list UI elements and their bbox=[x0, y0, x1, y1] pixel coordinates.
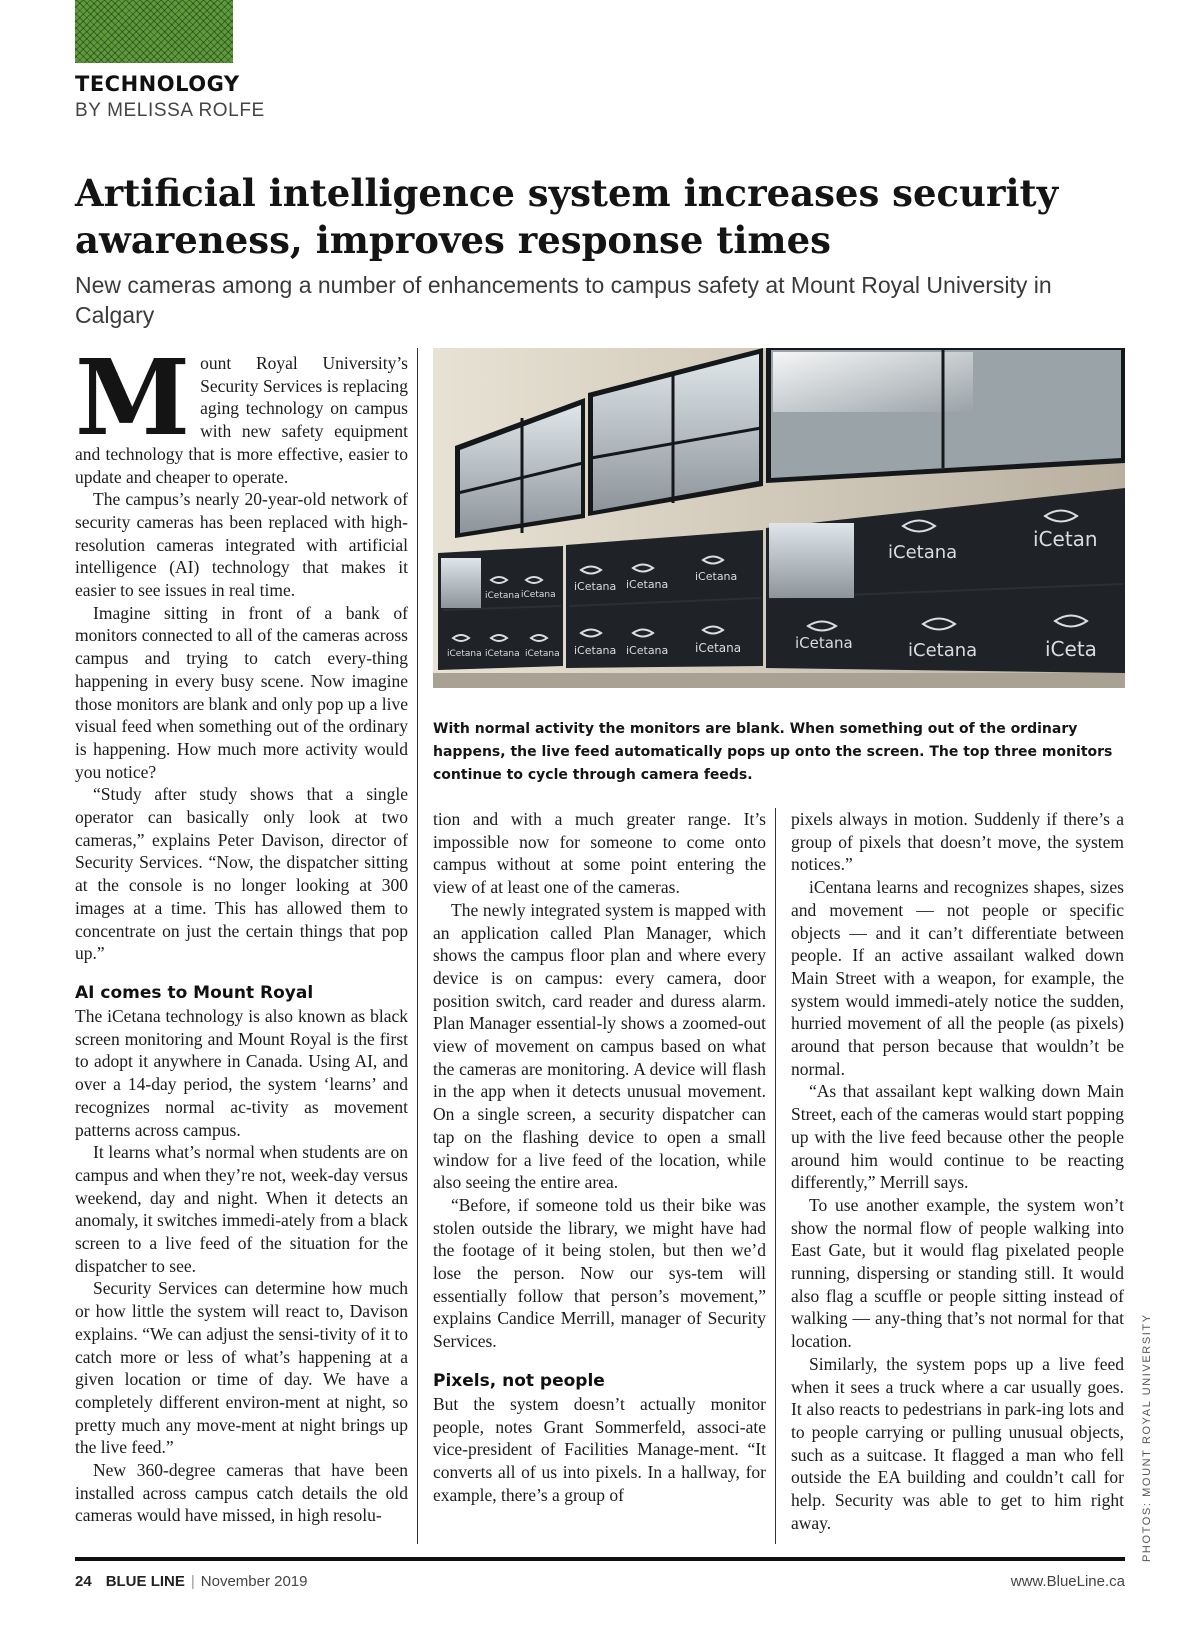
screen-label: iCetana bbox=[485, 591, 520, 601]
paragraph: Security Services can determine how much or how little the system will react to, Davison explains. “We can adjust the sensi-tivity of it to catch more or less of what’s happening at a given location or time of day. We have a completely different environ-ment at night, so pretty much any move-ment at night brings up the live feed.” bbox=[75, 1278, 408, 1458]
column-rule bbox=[775, 808, 776, 1544]
page-number: 24 bbox=[75, 1573, 92, 1590]
paragraph: “Before, if someone told us their bike was stolen outside the library, we might have had the footage of it being stolen, but then we’d lose the person. Now our sys-tem will essentially follow that person’s movement,” explains Candice Merrill, manager of Security Services. bbox=[433, 1194, 766, 1352]
screen-label: iCetana bbox=[695, 570, 738, 583]
screen-label: iCetana bbox=[447, 649, 482, 659]
drop-cap: M bbox=[75, 336, 191, 459]
screen-label: iCetana bbox=[485, 649, 520, 659]
article-column-1 bbox=[75, 336, 408, 1527]
screen-label: iCetana bbox=[521, 590, 556, 600]
paragraph: New 360-degree cameras that have been installed across campus catch details the old cameras would have missed, in high resolu- bbox=[75, 1460, 408, 1526]
paragraph: Similarly, the system pops up a live feed when it sees a truck where a car usually goes. It also reacts to pedestrians in park-ing lots and to people carrying or pulling unusual objects, such as a suitcase. It flagged a man who fell outside the EA building and couldn’t call for help. Security was able to get to him right away. bbox=[791, 1353, 1124, 1533]
paragraph: ount Royal University’s Security Services is replacing aging technology on campus with new safety equipment and technology that is more effective, easier to update and cheaper to operate. bbox=[75, 353, 408, 487]
screen-label-large: iCetan bbox=[1033, 527, 1098, 551]
footer bbox=[75, 1573, 308, 1590]
paragraph: The campus’s nearly 20-year-old network of security cameras has been replaced with high-resolution cameras integrated with artificial intelligence (AI) technology that makes it easier to see issues in real time. bbox=[75, 489, 408, 601]
screen-label: iCetana bbox=[795, 634, 853, 652]
paragraph: The iCetana technology is also known as black screen monitoring and Mount Royal is the first to adopt it anywhere in Canada. Using AI, and over a 14-day period, the system ‘learns’ and recognizes normal ac-tivity as movement patterns across campus. bbox=[75, 1005, 408, 1140]
monitor-wall-photo bbox=[433, 348, 1125, 688]
paragraph: tion and with a much greater range. It’s impossible now for someone to come onto campus without at some point entering the view of at least one of the cameras. bbox=[433, 809, 766, 898]
column-rule bbox=[417, 348, 418, 1544]
article-column-2 bbox=[433, 808, 766, 1506]
section-pattern-block bbox=[75, 0, 233, 63]
deck: New cameras among a number of enhancements to campus safety at Mount Royal University in Calgary bbox=[75, 272, 1052, 328]
screen-label: iCetana bbox=[695, 641, 742, 655]
screen-label: iCetana bbox=[888, 542, 958, 563]
paragraph: But the system doesn’t actually monitor people, notes Grant Sommerfeld, associ-ate vice-president of Facilities Manage-ment. “It converts all of us into pixels. In a hallway, for example, there’s a group of bbox=[433, 1393, 766, 1505]
subhead: AI comes to Mount Royal bbox=[75, 982, 314, 1003]
paragraph: “As that assailant kept walking down Main Street, each of the cameras would start popping up with the live feed because other the people around him would continue to be reacting differently,” Merrill says. bbox=[791, 1081, 1124, 1193]
issue-date: November 2019 bbox=[200, 1573, 308, 1590]
paragraph: The newly integrated system is mapped with an application called Plan Manager, which shows the campus floor plan and where every device is on campus: every camera, door position switch, card reader and duress alarm. Plan Manager essential-ly shows a zoomed-out view of movement on campus based on what the cameras are monitoring. A device will flash in the app when it detects unusual movement. On a single screen, a security dispatcher can tap on the flashing device to open a small window for a live feed of the location, while also seeing the entire area. bbox=[433, 899, 766, 1193]
paragraph: To use another example, the system won’t show the normal flow of people walking into East Gate, but it would flag pixelated people running, dispersing or standing still. It would also flag a scuffle or people sitting instead of walking — any-thing that’s not normal for that location. bbox=[791, 1194, 1124, 1352]
publication-name: BLUE LINE bbox=[105, 1573, 185, 1590]
photo-caption: With normal activity the monitors are blank. When something out of the ordinary happens, the live feed automatically pops up onto the screen. The top three monitors continue to cycle through camera feeds. bbox=[433, 721, 1113, 783]
screen-label: iCetana bbox=[525, 649, 560, 659]
photo-credit: PHOTOS: MOUNT ROYAL UNIVERSITY bbox=[1141, 1313, 1153, 1562]
paragraph: iCentana learns and recognizes shapes, sizes and movement — not people or specific objects — and it can’t differentiate between people. If an active assailant walked down Main Street with a weapon, for example, the system would immedi-ately notice the sudden, hurried movement of all the people (as pixels) around that person because that wouldn’t be normal. bbox=[791, 877, 1124, 1079]
paragraph: Imagine sitting in front of a bank of monitors connected to all of the cameras across campus and trying to catch every-thing happening in every busy scene. Now imagine those monitors are blank and only pop up a live visual feed when something out of the ordinary is happening. How much more activity would you notice? bbox=[75, 602, 408, 782]
screen-label: iCetana bbox=[626, 644, 669, 657]
screen-label: iCetana bbox=[574, 580, 617, 593]
screen-label-edge: iCeta bbox=[1045, 637, 1097, 661]
footer-separator: | bbox=[190, 1573, 195, 1590]
paragraph: “Study after study shows that a single operator can basically only look at two cameras,” explains Peter Davison, director of Security Services. “Now, the dispatcher sitting at the console is no longer looking at 300 images at a time. This has allowed them to concentrate on just the certain things that pop up.” bbox=[75, 784, 408, 964]
byline: BY MELISSA ROLFE bbox=[75, 100, 265, 121]
article-column-3 bbox=[791, 808, 1124, 1535]
footer-rule bbox=[75, 1557, 1125, 1561]
website-link[interactable]: www.BlueLine.ca bbox=[1010, 1573, 1125, 1590]
paragraph: pixels always in motion. Suddenly if there’s a group of pixels that doesn’t move, the system notices.” bbox=[791, 809, 1124, 875]
screen-label: iCetana bbox=[908, 640, 978, 661]
section-label: TECHNOLOGY bbox=[75, 72, 240, 96]
subhead: Pixels, not people bbox=[433, 1370, 605, 1391]
headline: Artificial intelligence system increases security awareness, improves response times bbox=[75, 171, 1059, 262]
screen-label: iCetana bbox=[574, 644, 617, 657]
paragraph: It learns what’s normal when students are on campus and when they’re not, week-day versus weekend, day and night. When it detects an anomaly, it switches immedi-ately from a black screen to a live feed of the situation for the dispatcher to see. bbox=[75, 1142, 408, 1276]
screen-label: iCetana bbox=[626, 578, 669, 591]
